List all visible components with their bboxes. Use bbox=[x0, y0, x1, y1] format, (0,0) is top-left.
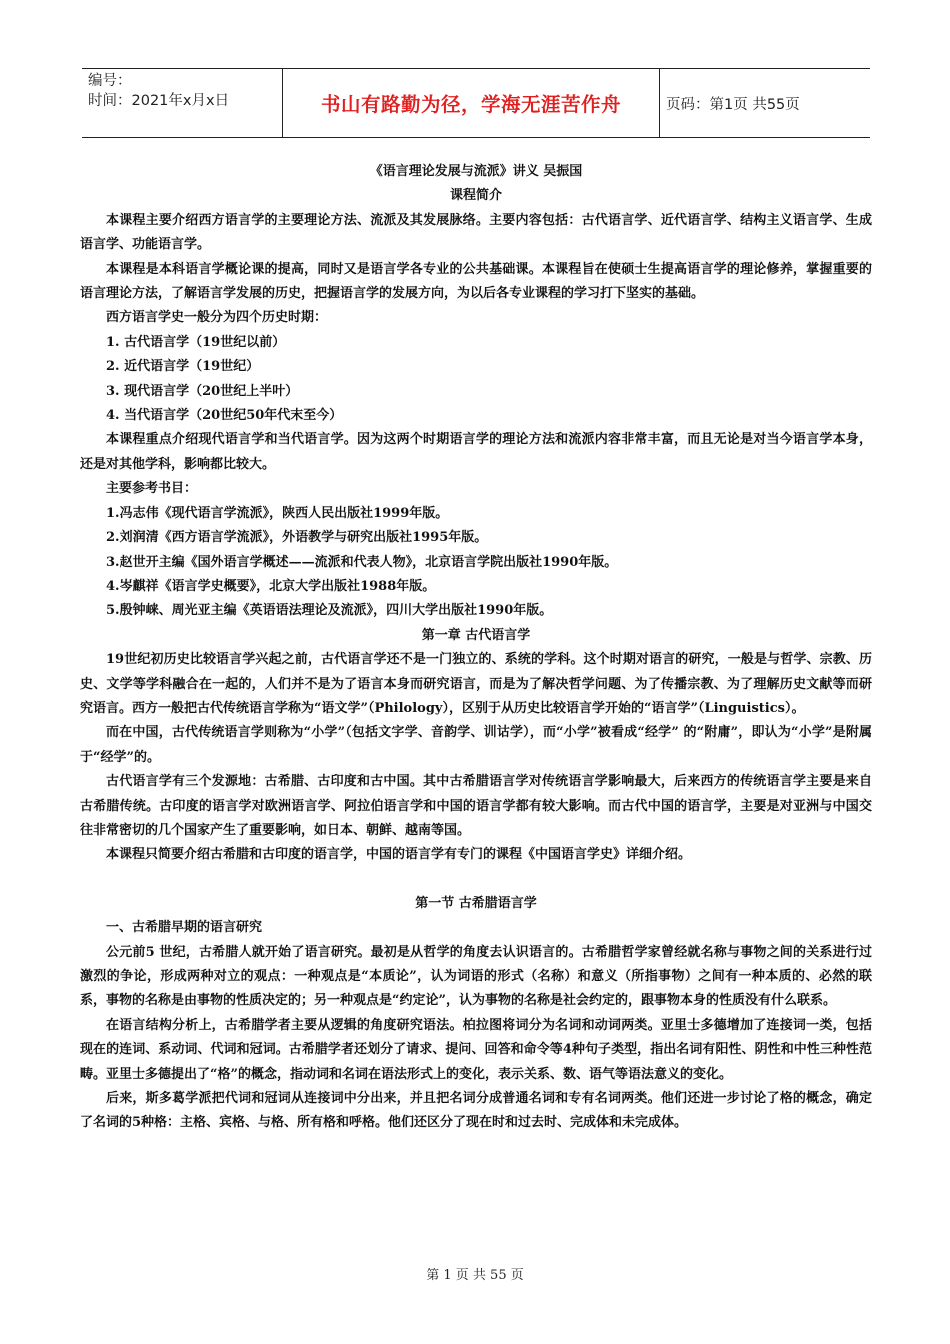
reference-item: 5.殷钟崃、周光亚主编《英语语法理论及流派》，四川大学出版社1990年版。 bbox=[106, 603, 553, 619]
section-paragraph-3: 后来，斯多葛学派把代词和冠词从连接词中分出来，并且把名词分成普通名词和专有名词两类。他们还进一步讨论了格的概念，确定了名词的5种格：主格、宾格、与格、所有格和呼格。他们还区分了现在时和过去时、完成体和未完成体。 bbox=[80, 1091, 872, 1131]
reference-item: 1.冯志伟《现代语言学流派》，陕西人民出版社1999年版。 bbox=[106, 505, 449, 521]
periods-intro: 西方语言学史一般分为四个历史时期： bbox=[106, 310, 328, 326]
reference-item: 3.赵世开主编《国外语言学概述——流派和代表人物》，北京语言学院出版社1990年版。 bbox=[106, 554, 618, 570]
intro-heading: 课程简介 bbox=[449, 188, 502, 204]
page-footer bbox=[0, 1264, 950, 1283]
chapter-title: 第一章 古代语言学 bbox=[421, 627, 531, 643]
reference-item: 4.岑麒祥《语言学史概要》，北京大学出版社1988年版。 bbox=[106, 578, 436, 594]
page-header bbox=[82, 68, 870, 138]
header-motto-cell bbox=[282, 69, 660, 137]
chapter-paragraph-1: 19世纪初历史比较语言学兴起之前，古代语言学还不是一门独立的、系统的学科。这个时期对语言的研究，一般是与哲学、宗教、历史、文学等学科融合在一起的，人们并不是为了语言本身而研究语言，而是为了解决哲学问题、为了传播宗教、为了理解历史文献等而研究语言。西方一般把古代传统语言学称为“语文学”（Philology），区别于从历史比较语言学开始的“语言学”（Linguistics）。 bbox=[80, 652, 872, 716]
period-item: 1. 古代语言学（19世纪以前） bbox=[106, 334, 286, 350]
subsection-title: 一、古希腊早期的语言研究 bbox=[106, 920, 263, 936]
footer-page-number: 第 1 页 共 55 页 bbox=[426, 1268, 524, 1283]
document-title: 《语言理论发展与流派》讲义 吴振国 bbox=[369, 164, 583, 179]
section-paragraph-1: 公元前5 世纪，古希腊人就开始了语言研究。最初是从哲学的角度去认识语言的。古希腊哲学家曾经就名称与事物之间的关系进行过激烈的争论，形成两种对立的观点：一种观点是“本质论”，认为词语的形式（名称）和意义（所指事物）之间有一种本质的、必然的联系，事物的名称是由事物的性质决定的；另一种观点是“约定论”，认为事物的名称是社会约定的，跟事物本身的性质没有什么联系。 bbox=[80, 944, 872, 1009]
focus-paragraph: 本课程重点介绍现代语言学和当代语言学。因为这两个时期语言学的理论方法和流派内容非常丰富，而且无论是对当今语言学本身，还是对其他学科，影响都比较大。 bbox=[80, 432, 872, 472]
chapter-paragraph-2: 而在中国，古代传统语言学则称为“小学”（包括文字学、音韵学、训诂学），而“小学”被看成“经学” 的“附庸”，即认为“小学”是附属于“经学”的。 bbox=[80, 725, 872, 765]
intro-paragraph-1: 本课程主要介绍西方语言学的主要理论方法、流派及其发展脉络。主要内容包括：古代语言学、近代语言学、结构主义语言学、生成语言学、功能语言学。 bbox=[80, 212, 872, 253]
intro-paragraph-2: 本课程是本科语言学概论课的提高，同时又是语言学各专业的公共基础课。本课程旨在使硕士生提高语言学的理论修养，掌握重要的语言理论方法，了解语言学发展的历史，把握语言学的发展方向，为以后各专业课程的学习打下坚实的基础。 bbox=[80, 261, 872, 302]
section-paragraph-2: 在语言结构分析上，古希腊学者主要从逻辑的角度研究语法。柏拉图将词分为名词和动词两类。亚里士多德增加了连接词一类，包括现在的连词、系动词、代词和冠词。古希腊学者还划分了请求、提问、回答和命令等4种句子类型，指出名词有阳性、阴性和中性三种性范畴。亚里士多德提出了“格”的概念，指动词和名词在语法形式上的变化，表示关系、数、语气等语法意义的变化。 bbox=[80, 1017, 872, 1082]
spacer bbox=[80, 868, 872, 892]
period-item: 4. 当代语言学（20世纪50年代末至今） bbox=[106, 408, 343, 424]
reference-item: 2.刘润清《西方语言学流派》，外语教学与研究出版社1995年版。 bbox=[106, 530, 488, 546]
references-heading: 主要参考书目： bbox=[106, 481, 198, 497]
document-date-label: 时间：2021年x月x日 bbox=[88, 93, 230, 109]
chapter-paragraph-3: 古代语言学有三个发源地：古希腊、古印度和古中国。其中古希腊语言学对传统语言学影响最大，后来西方的传统语言学主要是来自古希腊传统。古印度的语言学对欧洲语言学、阿拉伯语言学和中国的语言学都有较大影响。而古代中国的语言学，主要是对亚洲与中国交往非常密切的几个国家产生了重要影响，如日本、朝鲜、越南等国。 bbox=[80, 774, 872, 838]
document-number-label: 编号： bbox=[88, 73, 132, 89]
period-item: 3. 现代语言学（20世纪上半叶） bbox=[106, 383, 299, 399]
header-page-cell bbox=[666, 69, 800, 137]
document-body bbox=[80, 160, 872, 1136]
header-motto: 书山有路勤为径，学海无涯苦作舟 bbox=[320, 93, 621, 116]
header-page-label: 页码：第1页 共55页 bbox=[666, 96, 800, 113]
period-item: 2. 近代语言学（19世纪） bbox=[106, 359, 260, 375]
section-title: 第一节 古希腊语言学 bbox=[415, 895, 537, 911]
chapter-paragraph-4: 本课程只简要介绍古希腊和古印度的语言学，中国的语言学有专门的课程《中国语言学史》详细介绍。 bbox=[106, 847, 692, 863]
header-meta bbox=[88, 71, 283, 111]
